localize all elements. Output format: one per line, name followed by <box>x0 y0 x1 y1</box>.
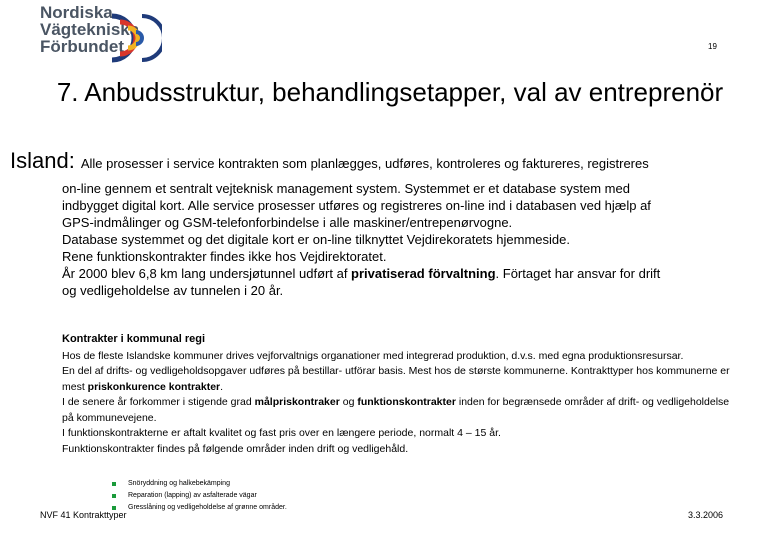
island-first-text: Alle prosesser i service kontrakten som planlægges, udføres, kontroleres og faktureres, registreres <box>80 156 649 171</box>
logo-line-3: Förbundet <box>40 37 125 56</box>
logo-line-1: Nordiska <box>40 3 113 22</box>
bullet-square-icon <box>112 494 116 498</box>
kommunal-paragraph-3 <box>62 395 732 426</box>
kommunal-paragraph-1: Hos de fleste Islandske kommuner drives vejforvaltnigs organationer med integrerad produktion, d.v.s. med egna produktionsresursar. <box>62 349 684 362</box>
p2-pre: En del af drifts- og vedligeholdsopgaver udføres på bestillar- utförar basis. Mest hos de største kommunerne. Kontrakttyper hos kommunerne er mest <box>62 365 730 393</box>
list-item <box>112 490 512 502</box>
island-first-line <box>10 148 775 173</box>
list-item <box>112 502 512 514</box>
island-year-line <box>62 265 762 282</box>
bullet-text: Reparation (lapping) av asfalterade vägar <box>128 492 257 499</box>
bullet-list <box>112 478 512 514</box>
year-line-bold: privatiserad förvaltning <box>351 266 496 281</box>
p3-pre: I de senere år forkommer i stigende grad <box>62 396 255 408</box>
footer-date: 3.3.2006 <box>688 510 724 520</box>
kommunal-paragraph-2 <box>62 364 732 395</box>
island-body <box>62 180 762 299</box>
island-last-line: og vedligeholdelse av tunnelen i 20 år. <box>62 283 284 298</box>
bullet-text: Gresslåning og vedligeholdelse af grønne områder. <box>128 504 287 511</box>
island-line: Database systemmet og det digitale kort er on-line tilknyttet Vejdirekoratets hjemmeside. <box>62 232 570 247</box>
p2-bold: priskonkurence kontrakter <box>87 380 221 393</box>
island-line: Rene funktionskontrakter findes ikke hos Vejdirektoratet. <box>62 249 387 264</box>
footer-left: NVF 41 Kontrakttyper <box>40 510 127 520</box>
slide-title: 7. Anbudsstruktur, behandlingsetapper, val av entreprenör <box>56 77 724 107</box>
list-item <box>112 478 512 490</box>
island-line: indbygget digital kort. Alle service prosesser utføres og registreres on-line ind i databasen ved hjælp af <box>62 198 651 213</box>
kommunal-paragraph-5: Funktionskontrakter findes på følgende områder inden drift og vedligehåld. <box>62 442 409 455</box>
island-lead: Island: <box>10 148 75 173</box>
page-number: 19 <box>708 42 717 51</box>
p3-bold-1: målpriskontraker <box>254 396 340 408</box>
year-line-pre: År 2000 blev 6,8 km lang undersjøtunnel udført af <box>62 266 352 281</box>
p3-mid: og <box>339 396 358 408</box>
p3-post: inden for begrænsede områder af drift- og vedligeholdelse på kommunevejene. <box>62 396 730 424</box>
logo-road-arcs-icon <box>108 10 162 66</box>
p2-post: . <box>220 380 224 393</box>
kommunal-heading: Kontrakter i kommunal regi <box>62 333 206 345</box>
kommunal-section <box>62 332 732 457</box>
kommunal-paragraph-4: I funktionskontrakterne er aftalt kvalitet og fast pris over en længere periode, normalt 4 – 15 år. <box>62 427 501 439</box>
bullet-text: Snöryddning og halkebekämping <box>128 480 230 487</box>
year-line-post: . Förtaget har ansvar for drift <box>495 266 661 281</box>
island-line: GPS-indmålinger og GSM-telefonforbindelse i alle maskiner/entrepenørvogne. <box>62 215 513 230</box>
logo-line-2: Vägtekniska <box>40 20 140 39</box>
p3-bold-2: funktionskontrakter <box>357 396 456 408</box>
bullet-square-icon <box>112 482 116 486</box>
island-line: on-line gennem et sentralt vejteknisk management system. Systemmet er et database system med <box>62 181 630 196</box>
nvf-logo <box>4 0 164 66</box>
